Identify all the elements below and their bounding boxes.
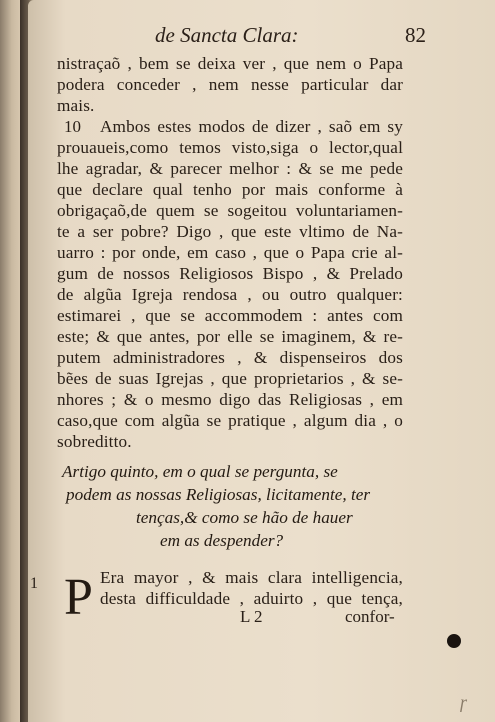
body-line: bẽes de suas Igrejas , que proprietarios , & se- (57, 369, 403, 388)
body-line: lhe agradar, & parecer melhor : & se me pede (57, 159, 403, 178)
body-line: Era mayor , & mais clara intelligencia, (100, 568, 403, 587)
body-line: gum de nossos Religiosos Bispo , & Prelado (57, 264, 403, 283)
running-title: de Sancta Clara: (155, 23, 299, 47)
body-line: prouaueis,como temos visto,siga o lector,qual (57, 138, 403, 157)
body-line: uarro : por onde, em caso , que o Papa crie al- (57, 243, 403, 262)
paragraph-marker: 1 (30, 575, 38, 592)
body-line: nistraçaõ , bem se deixa ver , que nem o Papa (57, 54, 403, 73)
body-line: estimarei , que se accommodem : antes com (57, 306, 403, 325)
body-line: nhores ; & o mesmo digo das Religiosas , em (57, 390, 403, 409)
article-heading-line: tenças,& como se hão de hauer (136, 508, 353, 527)
body-line: podera conceder , nem nesse particular dar (57, 75, 403, 94)
article-heading-line: Artigo quinto, em o qual se pergunta, se (62, 462, 338, 481)
body-line: putem administradores , & dispenseiros dos (57, 348, 403, 367)
page-number: 82 (405, 23, 426, 47)
body-line: obrigaçaõ,de quem se sogeitou voluntariamen- (57, 201, 403, 220)
body-line: Ambos estes modos de dizer , saõ em sy (100, 117, 403, 136)
article-heading-line: podem as nossas Religiosas, licitamente, ter (66, 485, 371, 504)
body-line: mais. (57, 96, 95, 115)
body-line: caso,que com algũa se pratique , algum dia , o (57, 411, 403, 430)
body-line: de algũa Igreja rendosa , ou outro qualquer: (57, 285, 403, 304)
paragraph-number: 10 (64, 117, 81, 136)
body-line: desta difficuldade , aduirto , que tença, (100, 589, 403, 608)
signature-mark: L 2 (240, 607, 263, 626)
body-line: sobreditto. (57, 432, 132, 451)
drop-cap: P (64, 569, 93, 626)
body-line: que declare qual tenho por mais conforme à (57, 180, 403, 199)
ink-blot (447, 634, 461, 648)
body-line: te a ser pobre? Digo , que este vltimo de Na- (57, 222, 403, 241)
catchword: confor- (345, 607, 395, 626)
article-heading-line: em as despender? (160, 531, 284, 550)
pencil-mark: ɼ (460, 692, 468, 712)
body-line: este; & que antes, por elle se imaginem, & re- (57, 327, 403, 346)
